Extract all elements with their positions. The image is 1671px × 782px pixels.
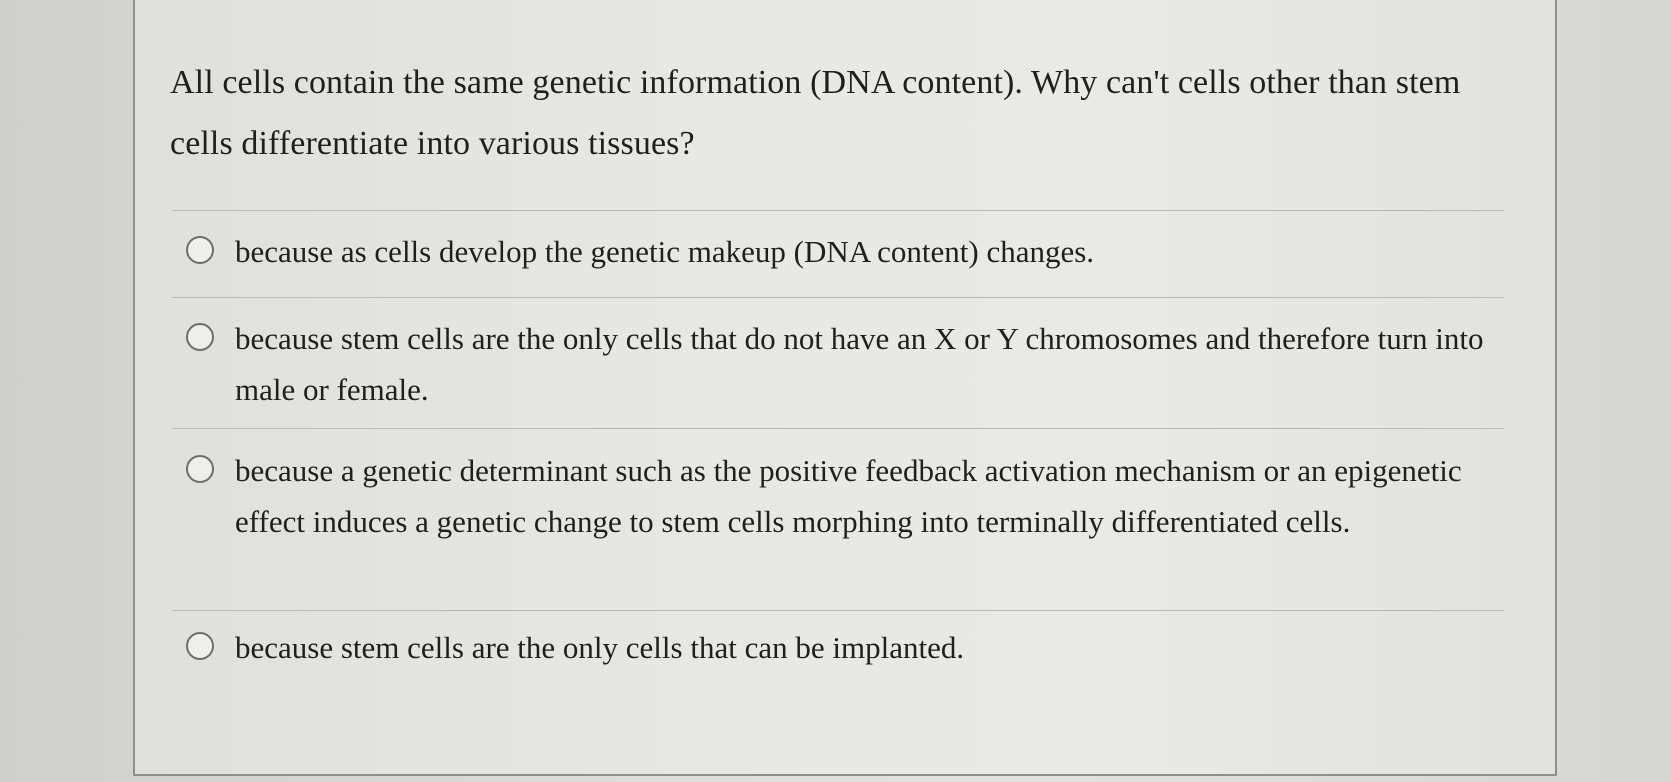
radio-unchecked-icon[interactable]: [186, 455, 214, 483]
radio-unchecked-icon[interactable]: [186, 323, 214, 351]
divider: [172, 297, 1504, 298]
option-3[interactable]: [186, 445, 1506, 547]
radio-unchecked-icon[interactable]: [186, 632, 214, 660]
divider: [172, 610, 1504, 611]
option-3-label[interactable]: because a genetic determinant such as the positive feedback activation mechanism or an epigenetic effect induces a genetic change to stem cells morphing into terminally differentiated cells.: [235, 453, 1462, 539]
option-2[interactable]: [186, 313, 1506, 415]
option-1[interactable]: [186, 226, 1506, 277]
option-4-label[interactable]: because stem cells are the only cells that can be implanted.: [235, 630, 965, 665]
option-4[interactable]: [186, 622, 1506, 673]
divider: [172, 428, 1504, 429]
question-text: All cells contain the same genetic information (DNA content). Why can't cells other than stem cells differentiate into various tissues?: [170, 64, 1461, 162]
option-1-label[interactable]: because as cells develop the genetic makeup (DNA content) changes.: [235, 234, 1095, 269]
radio-unchecked-icon[interactable]: [186, 236, 214, 264]
option-2-label[interactable]: because stem cells are the only cells that do not have an X or Y chromosomes and therefore turn into male or female.: [235, 321, 1484, 407]
divider: [172, 210, 1504, 211]
